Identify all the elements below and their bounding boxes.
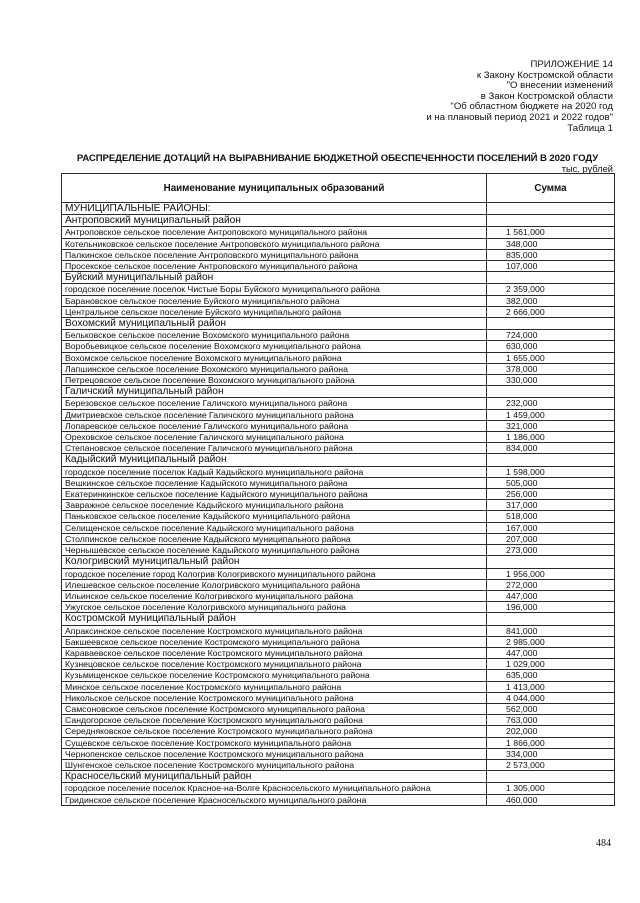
sum-cell: 562,000 — [487, 703, 615, 714]
header-line: ПРИЛОЖЕНИЕ 14 — [530, 59, 613, 70]
sum-cell: 1 413,000 — [487, 681, 615, 692]
sum-cell: 2 985,000 — [487, 636, 615, 647]
table-row — [62, 511, 615, 522]
sum-cell: 273,000 — [487, 545, 615, 556]
sum-cell: 378,000 — [487, 363, 615, 374]
sum-cell: 1 186,000 — [487, 432, 615, 443]
sum-cell: 1 561,000 — [487, 227, 615, 238]
sum-cell: 447,000 — [487, 590, 615, 601]
municipality-name-cell: Завражное сельское поселение Кадыйского муниципального района — [62, 500, 487, 511]
municipality-name-cell: Самсоновское сельское поселение Костромского муниципального района — [62, 703, 487, 714]
table-row — [62, 692, 615, 703]
section-name-cell: Галичский муниципальный район — [62, 386, 487, 398]
table-row — [62, 306, 615, 317]
table-row — [62, 703, 615, 714]
sum-cell: 460,000 — [487, 794, 615, 805]
municipality-name-cell: Чернопенское сельское поселение Костромского муниципального района — [62, 748, 487, 759]
municipality-name-cell: Дмитриевское сельское поселение Галичского муниципального района — [62, 409, 487, 420]
sum-cell: 196,000 — [487, 602, 615, 613]
section-name-cell: МУНИЦИПАЛЬНЫЕ РАЙОНЫ: — [62, 203, 487, 215]
sum-cell: 1 866,000 — [487, 737, 615, 748]
sum-cell: 107,000 — [487, 261, 615, 272]
sum-cell: 763,000 — [487, 715, 615, 726]
municipality-name-cell: Ореховское сельское поселение Галичского муниципального района — [62, 432, 487, 443]
table-row — [62, 522, 615, 533]
table-row — [62, 341, 615, 352]
table-row — [62, 568, 615, 579]
sum-cell: 835,000 — [487, 249, 615, 260]
table-row — [62, 794, 615, 805]
sum-cell: 1 655,000 — [487, 352, 615, 363]
sum-cell: 2 573,000 — [487, 759, 615, 770]
municipality-name-cell: Вохомское сельское поселение Вохомского муниципального района — [62, 352, 487, 363]
table-row — [62, 647, 615, 658]
table-row — [62, 602, 615, 613]
subsidy-table — [61, 173, 615, 806]
table-row — [62, 227, 615, 238]
section-row — [62, 318, 615, 330]
sum-cell — [487, 454, 615, 466]
sum-cell: 1 029,000 — [487, 659, 615, 670]
municipality-name-cell: Воробьевицкое сельское поселение Вохомского муниципального района — [62, 341, 487, 352]
municipality-name-cell: Лапшинское сельское поселение Вохомского муниципального района — [62, 363, 487, 374]
municipality-name-cell: Ужугское сельское поселение Кологривского муниципального района — [62, 602, 487, 613]
header-line: Таблица 1 — [567, 122, 613, 134]
table-row — [62, 715, 615, 726]
sum-cell — [487, 556, 615, 568]
municipality-name-cell: Просекское сельское поселение Антроповского муниципального района — [62, 261, 487, 272]
header-line: и на плановый период 2021 и 2022 годов" — [426, 111, 613, 123]
section-row — [62, 203, 615, 215]
section-name-cell: Буйский муниципальный район — [62, 272, 487, 284]
table-row — [62, 737, 615, 748]
municipality-name-cell: Центральное сельское поселение Буйского муниципального района — [62, 306, 487, 317]
municipality-name-cell: Бакшеевское сельское поселение Костромского муниципального района — [62, 636, 487, 647]
table-row — [62, 545, 615, 556]
municipality-name-cell: Ильинское сельское поселение Кологривского муниципального района — [62, 590, 487, 601]
sum-cell: 841,000 — [487, 625, 615, 636]
page-number: 484 — [596, 838, 611, 849]
sum-cell: 382,000 — [487, 295, 615, 306]
sum-cell: 207,000 — [487, 533, 615, 544]
section-row — [62, 771, 615, 783]
table-row — [62, 636, 615, 647]
sum-cell: 202,000 — [487, 726, 615, 737]
table-row — [62, 670, 615, 681]
table-row — [62, 726, 615, 737]
sum-cell — [487, 386, 615, 398]
sum-cell: 272,000 — [487, 579, 615, 590]
table-row — [62, 409, 615, 420]
municipality-name-cell: Палкинское сельское поселение Антроповского муниципального района — [62, 249, 487, 260]
sum-cell: 321,000 — [487, 420, 615, 431]
municipality-name-cell: городское поселение поселок Чистые Боры Буйского муниципального района — [62, 284, 487, 295]
municipality-name-cell: Гридинское сельское поселение Красносельского муниципального района — [62, 794, 487, 805]
sum-cell: 518,000 — [487, 511, 615, 522]
municipality-name-cell: Петрецовское сельское поселение Вохомского муниципального района — [62, 375, 487, 386]
section-name-cell: Красносельский муниципальный район — [62, 771, 487, 783]
municipality-name-cell: городское поселение поселок Кадый Кадыйского муниципального района — [62, 466, 487, 477]
municipality-name-cell: Сандогорское сельское поселение Костромского муниципального района — [62, 715, 487, 726]
municipality-name-cell: Апраксинское сельское поселение Костромского муниципального района — [62, 625, 487, 636]
table-row — [62, 748, 615, 759]
table-row — [62, 249, 615, 260]
sum-cell: 447,000 — [487, 647, 615, 658]
header-line: к Закону Костромской области — [476, 69, 613, 81]
sum-cell: 630,000 — [487, 341, 615, 352]
section-row — [62, 215, 615, 227]
table-header-row — [62, 174, 615, 203]
table-row — [62, 238, 615, 249]
table-row — [62, 477, 615, 488]
sum-cell — [487, 203, 615, 215]
sum-cell — [487, 272, 615, 284]
units-label: тыс. рублей — [561, 164, 613, 174]
municipality-name-cell: Караваевское сельское поселение Костромского муниципального района — [62, 647, 487, 658]
table-row — [62, 759, 615, 770]
table-row — [62, 681, 615, 692]
municipality-name-cell: Столпинское сельское поселение Кадыйского муниципального района — [62, 533, 487, 544]
column-header-name: Наименование муниципальных образований — [62, 174, 487, 203]
section-row — [62, 386, 615, 398]
municipality-name-cell: Середняковское сельское поселение Костромского муниципального района — [62, 726, 487, 737]
municipality-name-cell: Чернышевское сельское поселение Кадыйского муниципального района — [62, 545, 487, 556]
table-row — [62, 625, 615, 636]
header-line: в Закон Костромской области — [480, 90, 613, 102]
municipality-name-cell: Илешевское сельское поселение Кологривского муниципального района — [62, 579, 487, 590]
sum-cell: 1 598,000 — [487, 466, 615, 477]
appendix-header — [426, 60, 613, 134]
municipality-name-cell: Барановское сельское поселение Буйского муниципального района — [62, 295, 487, 306]
sum-cell: 330,000 — [487, 375, 615, 386]
sum-cell: 4 044,000 — [487, 692, 615, 703]
sum-cell: 635,000 — [487, 670, 615, 681]
table-row — [62, 783, 615, 794]
municipality-name-cell: Минское сельское поселение Костромского муниципального района — [62, 681, 487, 692]
municipality-name-cell: Степановское сельское поселение Галичского муниципального района — [62, 443, 487, 454]
municipality-name-cell: Селищенское сельское поселение Кадыйского муниципального района — [62, 522, 487, 533]
sum-cell: 2 359,000 — [487, 284, 615, 295]
table-row — [62, 261, 615, 272]
municipality-name-cell: Паньковское сельское поселение Кадыйского муниципального района — [62, 511, 487, 522]
table-row — [62, 590, 615, 601]
municipality-name-cell: городское поселение город Кологрив Кологривского муниципального района — [62, 568, 487, 579]
municipality-name-cell: Котельниковское сельское поселение Антроповского муниципального района — [62, 238, 487, 249]
table-row — [62, 659, 615, 670]
municipality-name-cell: Бельковское сельское поселение Вохомского муниципального района — [62, 330, 487, 341]
municipality-name-cell: Шунгенское сельское поселение Костромского муниципального района — [62, 759, 487, 770]
municipality-name-cell: Вешкинское сельское поселение Кадыйского муниципального района — [62, 477, 487, 488]
municipality-name-cell: Антроповское сельское поселение Антроповского муниципального района — [62, 227, 487, 238]
section-name-cell: Костромской муниципальный район — [62, 613, 487, 625]
section-row — [62, 556, 615, 568]
sum-cell — [487, 318, 615, 330]
municipality-name-cell: Никольское сельское поселение Костромского муниципального района — [62, 692, 487, 703]
section-row — [62, 454, 615, 466]
document-title: РАСПРЕДЕЛЕНИЕ ДОТАЦИЙ НА ВЫРАВНИВАНИЕ БЮДЖЕТНОЙ ОБЕСПЕЧЕННОСТИ ПОСЕЛЕНИЙ В 2020 ГОДУ — [76, 153, 599, 164]
table-row — [62, 420, 615, 431]
sum-cell: 1 459,000 — [487, 409, 615, 420]
section-name-cell: Антроповский муниципальный район — [62, 215, 487, 227]
table-row — [62, 398, 615, 409]
municipality-name-cell: городское поселение поселок Красное-на-Волге Красносельского муниципального района — [62, 783, 487, 794]
table-row — [62, 330, 615, 341]
table-body — [62, 203, 615, 806]
sum-cell: 2 666,000 — [487, 306, 615, 317]
table-row — [62, 295, 615, 306]
table-row — [62, 579, 615, 590]
sum-cell — [487, 215, 615, 227]
sum-cell — [487, 771, 615, 783]
sum-cell — [487, 613, 615, 625]
table-row — [62, 533, 615, 544]
header-line: "О внесении изменений — [506, 80, 613, 92]
sum-cell: 1 305,000 — [487, 783, 615, 794]
section-row — [62, 613, 615, 625]
table-row — [62, 352, 615, 363]
sum-cell: 505,000 — [487, 477, 615, 488]
municipality-name-cell: Лопаревское сельское поселение Галичского муниципального района — [62, 420, 487, 431]
table-row — [62, 443, 615, 454]
municipality-name-cell: Березовское сельское поселение Галичского муниципального района — [62, 398, 487, 409]
sum-cell: 334,000 — [487, 748, 615, 759]
table-row — [62, 466, 615, 477]
sum-cell: 348,000 — [487, 238, 615, 249]
municipality-name-cell: Кузнецовское сельское поселение Костромского муниципального района — [62, 659, 487, 670]
table-row — [62, 432, 615, 443]
table-row — [62, 375, 615, 386]
sum-cell: 724,000 — [487, 330, 615, 341]
header-line: "Об областном бюджете на 2020 год — [450, 101, 613, 113]
sum-cell: 232,000 — [487, 398, 615, 409]
column-header-sum: Сумма — [487, 174, 615, 203]
section-name-cell: Вохомский муниципальный район — [62, 318, 487, 330]
section-name-cell: Кологривский муниципальный район — [62, 556, 487, 568]
sum-cell: 256,000 — [487, 489, 615, 500]
municipality-name-cell: Екатеринкинское сельское поселение Кадыйского муниципального района — [62, 489, 487, 500]
sum-cell: 1 956,000 — [487, 568, 615, 579]
table-row — [62, 489, 615, 500]
sum-cell: 167,000 — [487, 522, 615, 533]
table-row — [62, 500, 615, 511]
sum-cell: 317,000 — [487, 500, 615, 511]
section-row — [62, 272, 615, 284]
table-row — [62, 284, 615, 295]
table-row — [62, 363, 615, 374]
municipality-name-cell: Кузьмищенское сельское поселение Костромского муниципального района — [62, 670, 487, 681]
municipality-name-cell: Сущевское сельское поселение Костромского муниципального района — [62, 737, 487, 748]
sum-cell: 834,000 — [487, 443, 615, 454]
section-name-cell: Кадыйский муниципальный район — [62, 454, 487, 466]
